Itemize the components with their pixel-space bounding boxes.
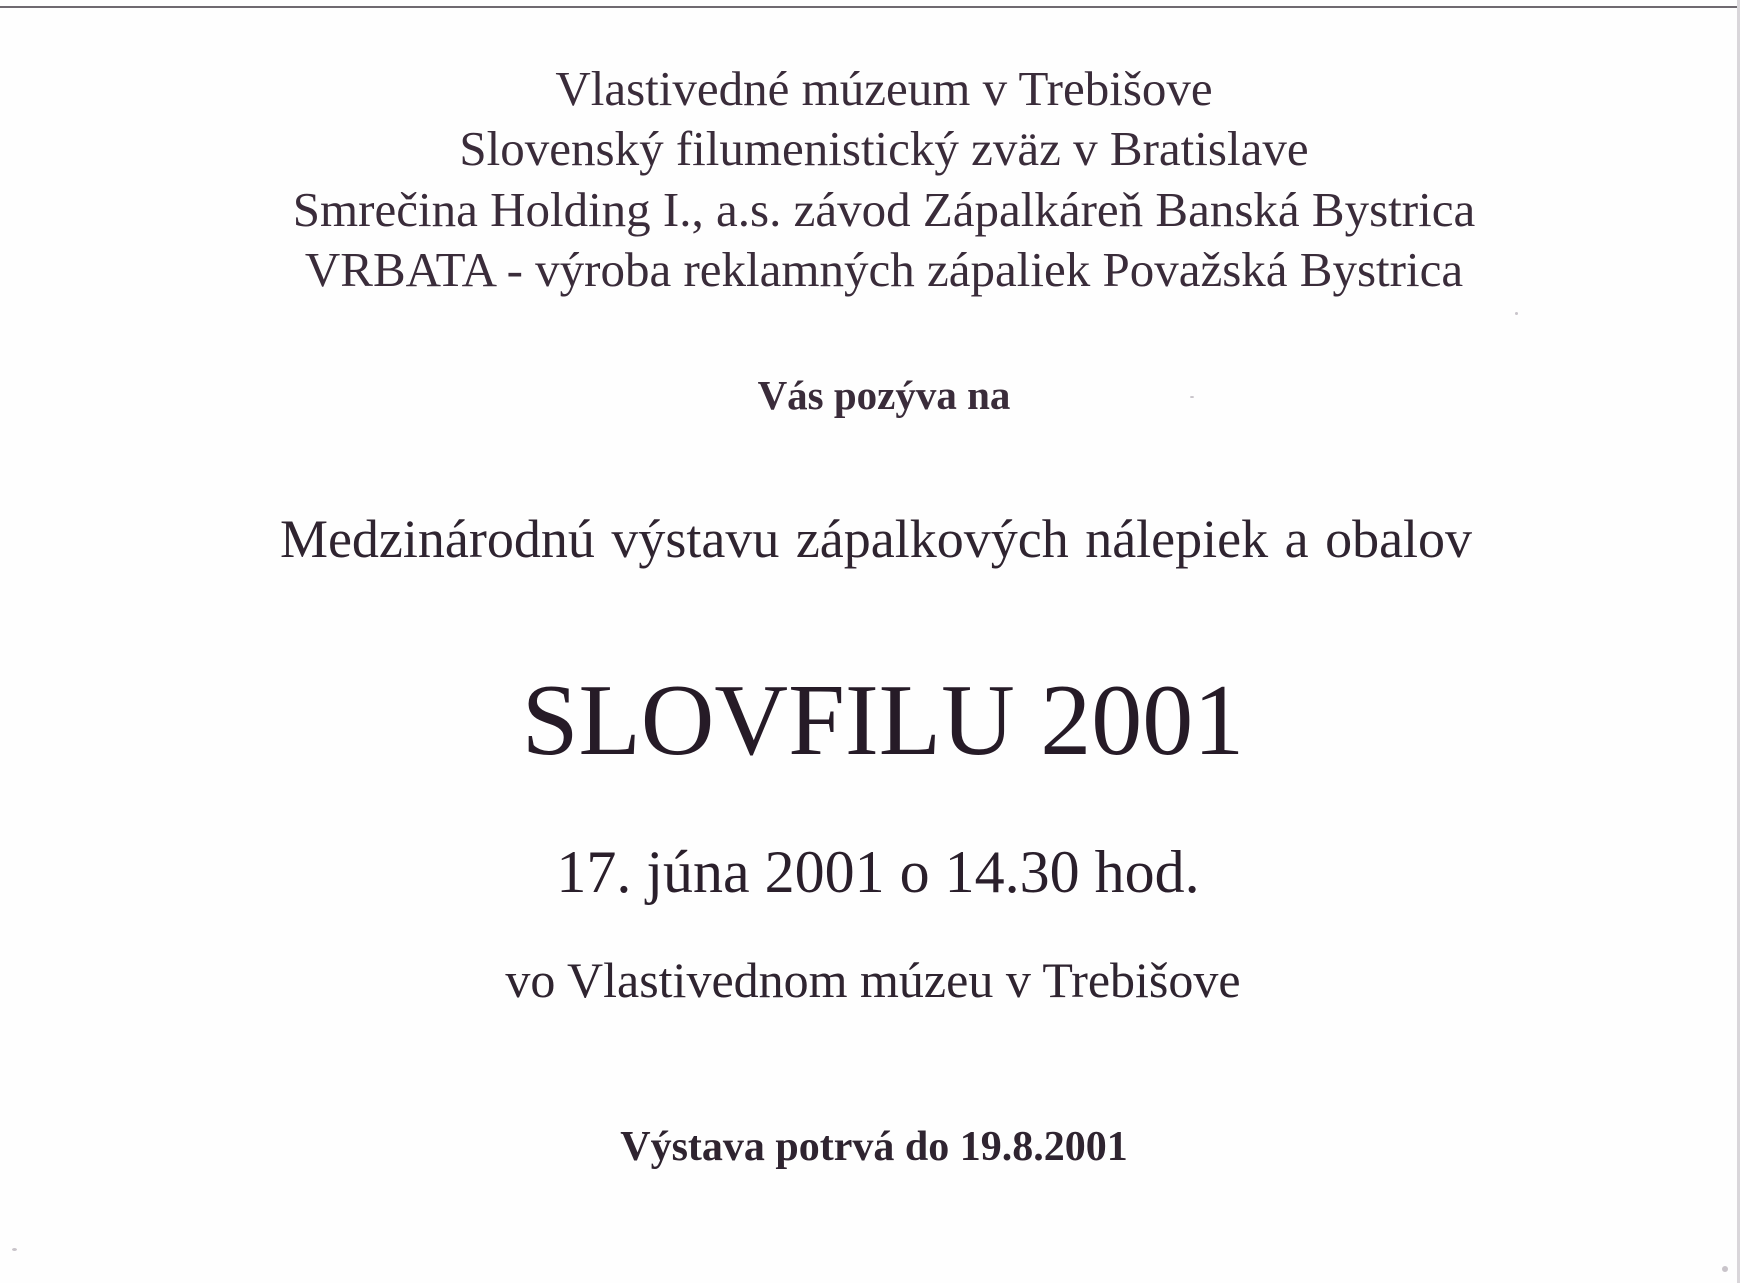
organizer-line-4: VRBATA - výroba reklamných zápaliek Považská Bystrica [304,242,1464,297]
invitation-text: Vás pozýva na [757,372,1011,418]
scan-speck [1190,396,1194,398]
organizer-line-2: Slovenský filumenistický zväz v Bratislave [459,121,1309,176]
organizer-line-3: Smrečina Holding I., a.s. závod Zápalkáreň Banská Bystrica [292,182,1476,237]
scan-speck [1722,1266,1728,1272]
exhibition-duration: Výstava potrvá do 19.8.2001 [620,1124,1128,1170]
organizer-line-1: Vlastivedné múzeum v Trebišove [555,61,1213,116]
event-title: SLOVFILU 2001 [521,664,1245,777]
scan-speck [1515,312,1518,315]
scan-speck [12,1248,17,1251]
event-date: 17. júna 2001 o 14.30 hod. [556,839,1200,905]
scan-top-edge [0,6,1740,8]
event-venue: vo Vlastivednom múzeu v Trebišove [505,952,1241,1008]
exhibition-name: Medzinárodnú výstavu zápalkových nálepiek a obalov [279,509,1473,569]
